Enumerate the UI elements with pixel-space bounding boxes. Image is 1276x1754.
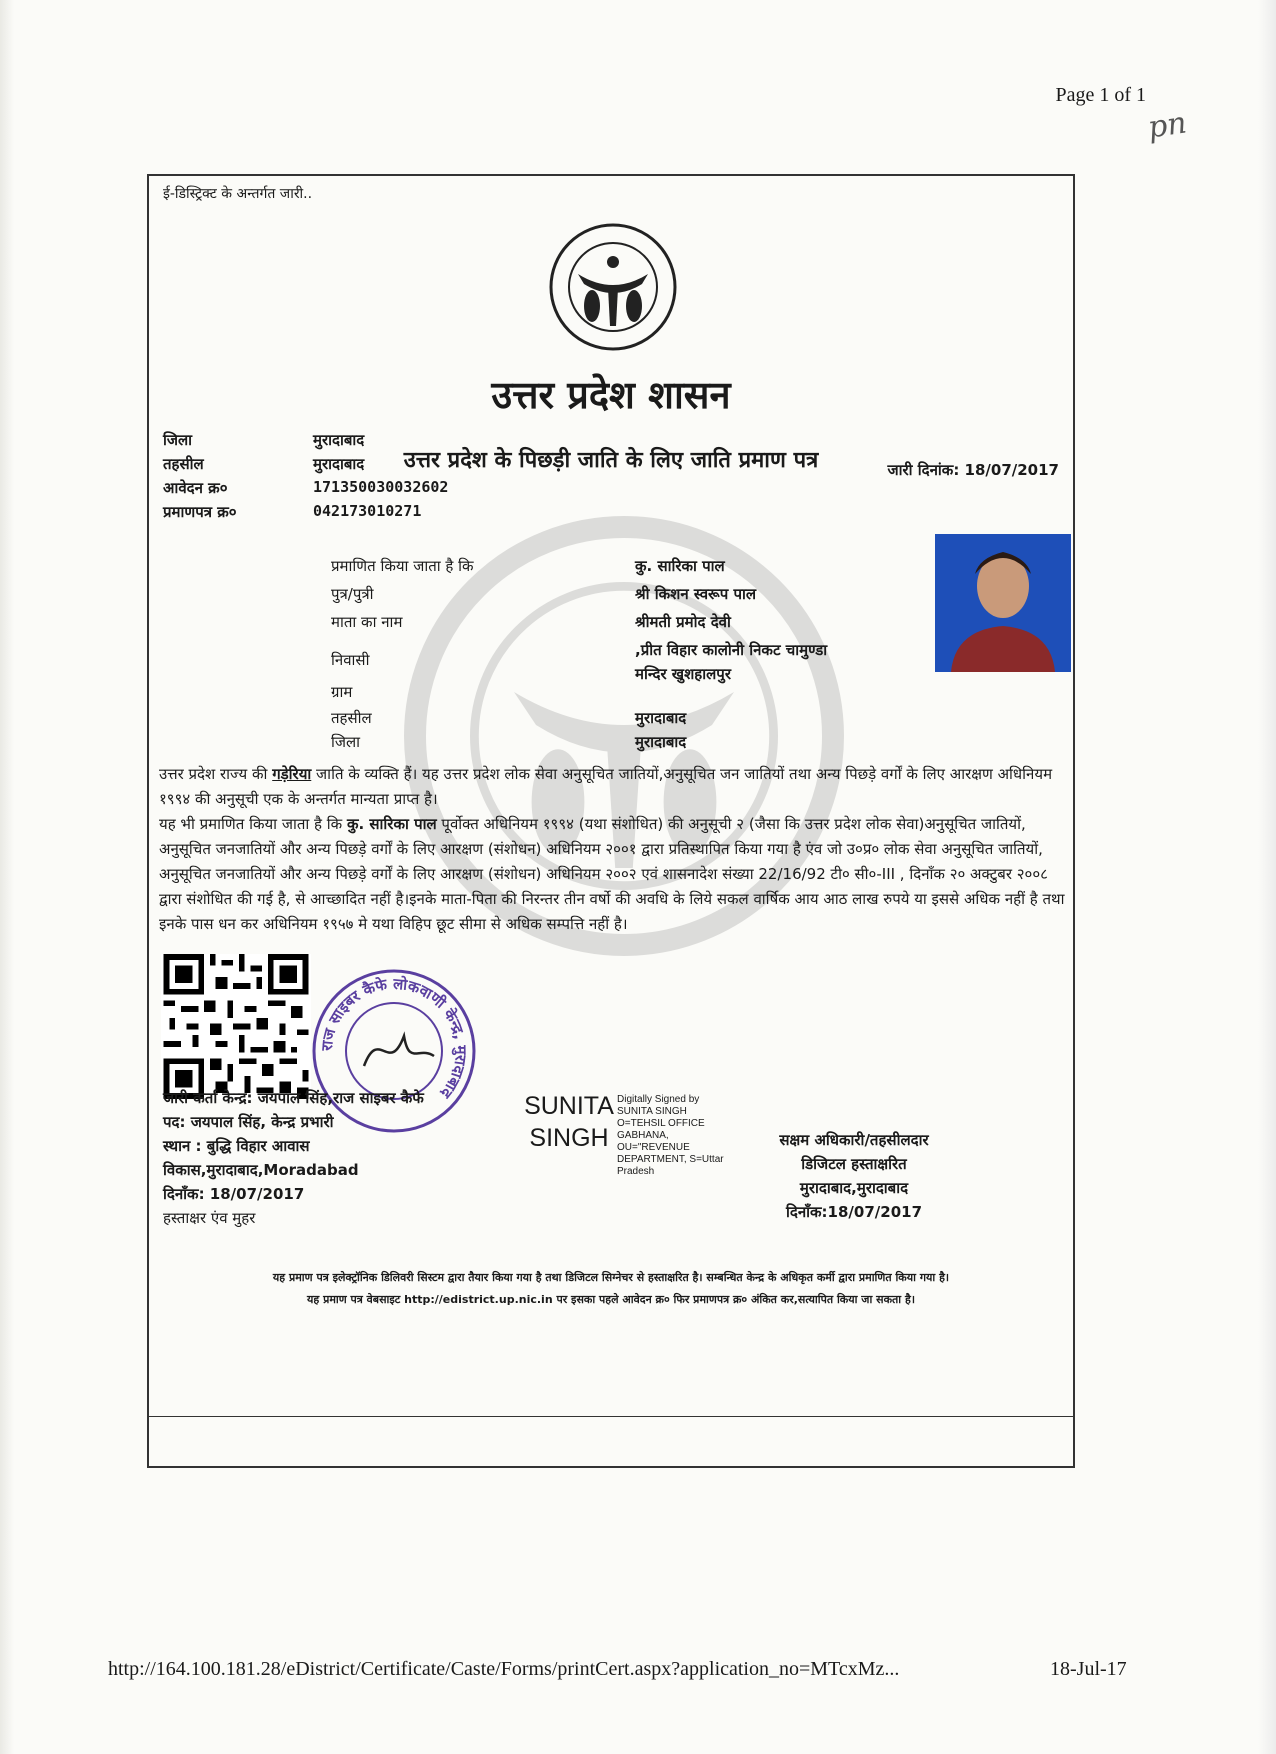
stamp-text: राज साइबर कैफे लोकवाणी केन्द्र, मुरादाबाद bbox=[317, 974, 471, 1102]
signature-detail: GABHANA, bbox=[617, 1130, 669, 1141]
signature-detail: O=TEHSIL OFFICE bbox=[617, 1118, 705, 1129]
footer-note-1: यह प्रमाण पत्र इलेक्ट्रॉनिक डिलिवरी सिस्टम द्वारा तैयार किया गया है तथा डिजिटल सिग्नेचर से हस्ताक्षरित है। सम्बन्धित केन्द्र के अधिकृत कर्मी द्वारा प्रमाणित किया गया है। bbox=[272, 1271, 950, 1284]
signature-detail: Pradesh bbox=[617, 1166, 655, 1177]
para2-applicant-name: कु. सारिका पाल bbox=[346, 815, 437, 833]
issuing-center: जारी कर्ता केन्द्र: जयपाल सिंह,राज साइबर कैफे bbox=[163, 1089, 424, 1107]
address-line-1: ,प्रीत विहार कालोनी निकट चामुण्डा bbox=[635, 641, 828, 659]
footer-divider bbox=[149, 1416, 1073, 1417]
digital-signer-name bbox=[522, 1090, 616, 1154]
detail-tehsil-label: तहसील bbox=[331, 709, 372, 727]
caste-para-pre: उत्तर प्रदेश राज्य की bbox=[159, 765, 273, 783]
district-value: मुरादाबाद bbox=[313, 431, 365, 449]
certificate-number-label: प्रमाणपत्र क्र० bbox=[163, 503, 237, 521]
creamy-layer-paragraph bbox=[159, 812, 1067, 937]
page-number: Page 1 of 1 bbox=[1055, 84, 1146, 106]
round-seal-stamp-icon bbox=[309, 966, 479, 1136]
up-government-emblem-icon bbox=[548, 222, 678, 352]
issuer-date: दिनाँक: 18/07/2017 bbox=[163, 1185, 305, 1203]
issuer-place-1: स्थान : बुद्धि विहार आवास bbox=[163, 1137, 310, 1155]
signature-detail: OU="REVENUE bbox=[617, 1142, 690, 1153]
para2-pre: यह भी प्रमाणित किया जाता है कि bbox=[159, 815, 347, 833]
detail-district-label: जिला bbox=[331, 733, 361, 751]
village-label: ग्राम bbox=[331, 683, 353, 701]
officer-date: दिनाँक:18/07/2017 bbox=[785, 1203, 923, 1221]
detail-tehsil-value: मुरादाबाद bbox=[635, 709, 687, 727]
signer-name-line-2: SINGH bbox=[529, 1124, 609, 1152]
address-line-2: मन्दिर खुशहालपुर bbox=[635, 665, 731, 683]
handwritten-mark: pn bbox=[1145, 105, 1189, 146]
resident-label: निवासी bbox=[331, 651, 370, 669]
application-number-label: आवेदन क्र० bbox=[163, 479, 228, 497]
caste-para-post: जाति के व्यक्ति हैं। यह उत्तर प्रदेश लोक सेवा अनुसूचित जातियों,अनुसूचित जन जातियों तथा अन्य पिछड़े वर्गों के लिए आरक्षण अधिनियम १९९४ की अनुसूची एक के अन्तर्गत मान्यता प्राप्त है। bbox=[159, 765, 1053, 808]
issue-date: जारी दिनांक: 18/07/2017 bbox=[887, 461, 1059, 479]
svg-text:राज साइबर कैफे लोकवाणी केन्द्र bbox=[318, 975, 470, 1103]
officer-digitally-signed: डिजिटल हस्ताक्षरित bbox=[801, 1155, 907, 1173]
child-of-label: पुत्र/पुत्री bbox=[331, 585, 374, 603]
detail-district-value: मुरादाबाद bbox=[635, 733, 687, 751]
person-photo-icon bbox=[935, 534, 1071, 672]
issuer-post: पद: जयपाल सिंह, केन्द्र प्रभारी bbox=[163, 1113, 334, 1131]
officer-title: सक्षम अधिकारी/तहसीलदार bbox=[779, 1131, 929, 1149]
para2-post: पूर्वोक्त अधिनियम १९९४ (यथा संशोधित) की अनुसूची २ (जैसा कि उत्तर प्रदेश लोक सेवा)अनुसूचित जातियों, अनुसूचित जनजातियों और अन्य पिछड़े वर्गों के लिए आरक्षण (संशोधन) अधिनियम २००१ द्वारा प्रतिस्थापित किया गया है एंव जो उ०प्र० लोक सेवा अनुसूचित जातियों, अनुसूचित जनजातियों और अन्य पिछड़े वर्गों के लिए आरक्षण (संशोधन) अधिनियम २००२ एवं शासनादेश संख्या 22/16/92 टी० सी०-III , दिनाँक २० अक्टुबर २००८ द्वारा संशोधित की गई है, से आच्छादित नहीं है।इनके माता-पिता की निरन्तर तीन वर्षो की अवधि के लिये सकल वार्षिक आय आठ लाख रुपये या इससे अधिक नहीं है तथा इनके पास धन कर अधिनियम १९५७ मे यथा विहिप छूट सीमा से अधिक सम्पत्ति नहीं है। bbox=[159, 815, 1065, 933]
print-url: http://164.100.181.28/eDistrict/Certificate/Caste/Forms/printCert.aspx?application_no=MTcxMz... bbox=[108, 1658, 900, 1680]
father-name: श्री किशन स्वरूप पाल bbox=[635, 585, 757, 603]
signature-detail: SUNITA SINGH bbox=[617, 1106, 687, 1117]
signature-and-seal-label: हस्ताक्षर एंव मुहर bbox=[163, 1209, 256, 1227]
signature-detail: Digitally Signed by bbox=[617, 1094, 700, 1105]
certificate-frame bbox=[147, 174, 1075, 1468]
government-title: उत्तर प्रदेश शासन bbox=[491, 372, 731, 417]
signature-detail: DEPARTMENT, S=Uttar bbox=[617, 1154, 724, 1165]
issuer-place-2: विकास,मुरादाबाद,Moradabad bbox=[163, 1161, 359, 1179]
qr-code-icon bbox=[161, 954, 311, 1099]
mother-name-label: माता का नाम bbox=[331, 613, 403, 631]
certified-label: प्रमाणित किया जाता है कि bbox=[331, 557, 474, 575]
tehsil-value: मुरादाबाद bbox=[313, 455, 365, 473]
signer-name-line-1: SUNITA bbox=[524, 1092, 614, 1120]
print-date: 18-Jul-17 bbox=[1050, 1658, 1127, 1680]
application-number-value: 171350030032602 bbox=[313, 478, 449, 496]
applicant-name: कु. सारिका पाल bbox=[635, 557, 725, 575]
applicant-photo bbox=[935, 534, 1071, 672]
certificate-title: उत्तर प्रदेश के पिछड़ी जाति के लिए जाति प्रमाण पत्र bbox=[403, 448, 819, 473]
officer-place: मुरादाबाद,मुरादाबाद bbox=[799, 1179, 909, 1197]
certificate-number-value: 042173010271 bbox=[313, 502, 422, 520]
district-label: जिला bbox=[163, 431, 193, 449]
tehsil-label: तहसील bbox=[163, 455, 204, 473]
caste-name: गड़ेरिया bbox=[272, 765, 312, 783]
caste-paragraph bbox=[159, 762, 1067, 812]
mother-name: श्रीमती प्रमोद देवी bbox=[635, 613, 731, 631]
footer-note-2: यह प्रमाण पत्र वेबसाइट http://edistrict.up.nic.in पर इसका पहले आवेदन क्र० फिर प्रमाणपत्र क्र० अंकित कर,सत्यापित किया जा सकता है। bbox=[307, 1293, 915, 1306]
issued-under-note: ई-डिस्ट्रिक्ट के अन्तर्गत जारी.. bbox=[163, 186, 313, 202]
